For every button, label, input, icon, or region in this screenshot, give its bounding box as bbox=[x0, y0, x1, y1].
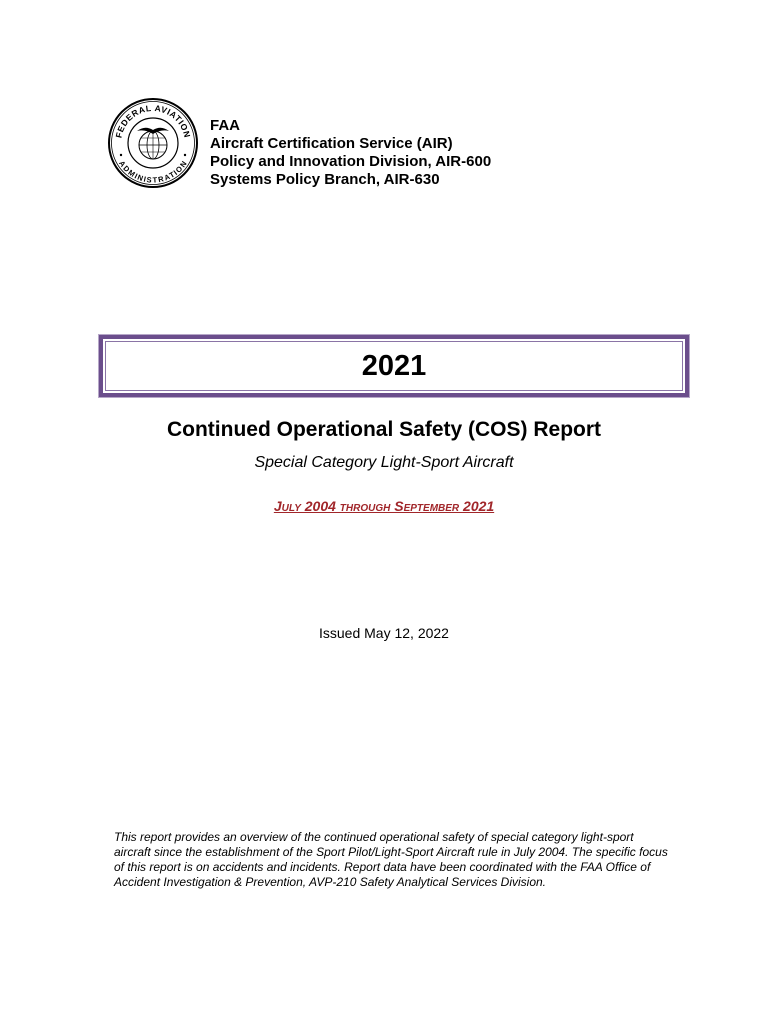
faa-seal-graphic bbox=[107, 97, 199, 189]
seal-text-top: FEDERAL AVIATION bbox=[113, 102, 193, 139]
report-summary: This report provides an overview of the continued operational safety of special category light-sport aircraft since the establishment of the Sport Pilot/Light-Sport Aircraft rule in July 2004. The specific focus of this report is on accidents and incidents. Report data have been coordinated with the FAA Office of Accident Investigation & Prevention, AVP-210 Safety Analytical Services Division. bbox=[114, 830, 668, 889]
organization-header bbox=[210, 117, 491, 189]
org-branch: Systems Policy Branch, AIR-630 bbox=[210, 171, 440, 188]
report-year: 2021 bbox=[361, 349, 427, 382]
svg-text:ADMINISTRATION bbox=[117, 159, 189, 185]
report-subtitle: Special Category Light-Sport Aircraft bbox=[254, 454, 514, 471]
issued-date: Issued May 12, 2022 bbox=[319, 625, 449, 641]
org-division: Policy and Innovation Division, AIR-600 bbox=[210, 153, 492, 170]
seal-text-bottom: ADMINISTRATION bbox=[117, 159, 189, 185]
report-title: Continued Operational Safety (COS) Report bbox=[166, 418, 602, 441]
report-period: July 2004 through September 2021 bbox=[273, 498, 495, 514]
faa-seal-icon bbox=[107, 97, 199, 189]
year-banner bbox=[99, 335, 689, 397]
org-service: Aircraft Certification Service (AIR) bbox=[210, 135, 453, 152]
org-name: FAA bbox=[210, 117, 240, 134]
